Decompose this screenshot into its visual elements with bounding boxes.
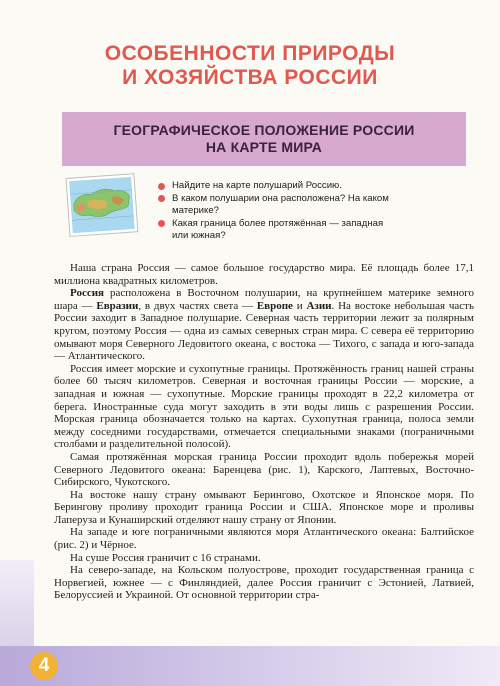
decorative-bottom-band <box>0 646 500 686</box>
chapter-title-line-1: ОСОБЕННОСТИ ПРИРОДЫ <box>104 42 396 65</box>
body-text <box>54 262 474 602</box>
text-run: . На востоке небольшая часть России заходит в Западное полушарие. Северная часть территории лежит за полярным кругом, поэтому Россия — одна из самых северных стран мира. С севера её территорию омывают моря Северного Ледовитого океана, с востока — Тихого, с запада и юго-запада — Атлантического. <box>54 299 474 363</box>
section-title-line-1: ГЕОГРАФИЧЕСКОЕ ПОЛОЖЕНИЕ РОССИИ <box>113 122 415 138</box>
bullet-dot-icon <box>158 183 165 190</box>
bullet-dot-icon <box>158 195 165 202</box>
paragraph: На суше Россия граничит с 16 странами. <box>70 551 261 564</box>
questions-list <box>158 180 398 243</box>
paragraph: Самая протяжённая морская граница России проходит вдоль побережья морей Северного Ледовитого океана: Баренцева (рис. 1), Карского, Лаптевых, Восточно-Сибирского, Чукотского. <box>54 450 474 489</box>
paragraph: На западе и юге пограничными являются моря Атлантического океана: Балтийское (рис. 2) и Чёрное. <box>54 526 474 552</box>
question-text: В каком полушарии она расположена? На каком материке? <box>172 192 389 217</box>
text-run: расположена в Восточном полушарии, на крупнейшем материке земного шара — <box>54 287 474 312</box>
paragraph <box>54 287 474 363</box>
term-europe: Европе <box>256 299 293 312</box>
question-item <box>158 218 398 243</box>
paragraph: Россия имеет морские и сухопутные границы. Протяжённость границ нашей страны более 60 тысяч километров. Северная и восточная границы России — морские, а западная и южная — сухопутные. Морские границы проходят в 22,2 километра от берега. Иностранные суда могут заходить в эти воды лишь с разрешения России. Морская граница обозначается только на картах. Сухопутная граница, полоса земли между соседними государствами, отмечается специальными знаками (пограничными столбами и разделительной полосой). <box>54 362 474 451</box>
section-banner <box>62 112 466 166</box>
page-number: 4 <box>30 652 58 680</box>
paragraph: На северо-западе, на Кольском полуострове, проходит государственная граница с Норвегией, южнее — с Финляндией, далее Россия граничит с Эстонией, Латвией, Белоруссией и Украиной. От основной территории стра- <box>54 564 474 602</box>
text-run: , в двух частях света — <box>138 299 257 312</box>
text-run: и <box>292 299 307 312</box>
question-item <box>158 193 398 218</box>
russia-map-thumbnail-icon <box>62 168 144 244</box>
question-item <box>158 180 398 193</box>
question-text: Найдите на карте полушарий Россию. <box>172 180 342 191</box>
paragraph: На востоке нашу страну омывают Берингово, Охотское и Японское моря. По Берингову проливу проходит граница России и США. Японское море и проливы Лаперуза и Кунаширский отделяют нашу страну от Японии. <box>54 488 474 526</box>
bullet-dot-icon <box>158 220 165 227</box>
term-russia: Россия <box>70 287 104 300</box>
chapter-title-line-2: И ХОЗЯЙСТВА РОССИИ <box>122 66 378 89</box>
term-eurasia: Евразии <box>96 299 139 312</box>
chapter-title <box>60 42 440 90</box>
term-asia: Азии <box>306 299 332 312</box>
paragraph: Наша страна Россия — самое большое государство мира. Её площадь более 17,1 миллиона квадратных километров. <box>54 262 474 287</box>
section-title-line-2: НА КАРТЕ МИРА <box>205 139 323 155</box>
question-text: Какая граница более протяжённая — западная или южная? <box>172 217 384 242</box>
